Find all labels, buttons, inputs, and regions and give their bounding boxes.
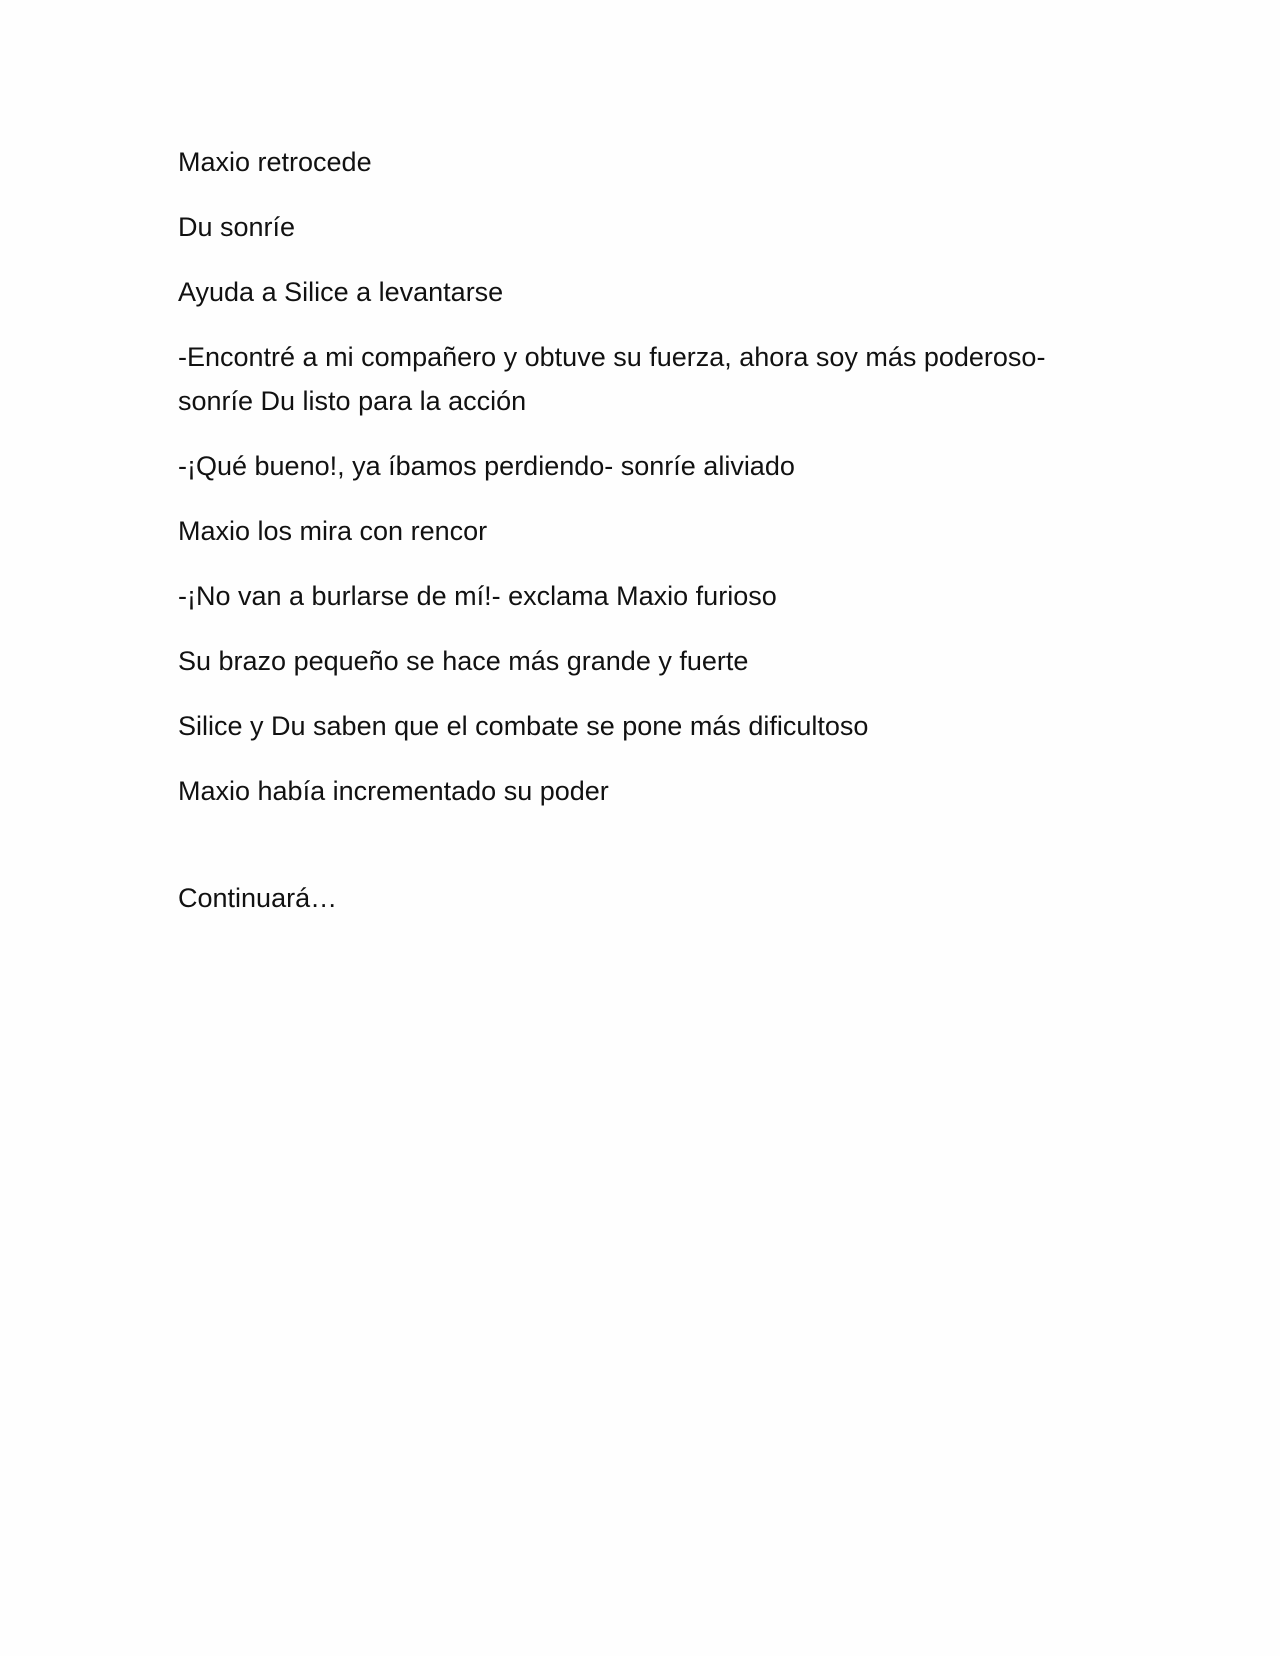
paragraph: Silice y Du saben que el combate se pone más dificultoso — [178, 711, 869, 741]
paragraph: Maxio había incrementado su poder — [178, 776, 609, 806]
paragraph: -¡Qué bueno!, ya íbamos perdiendo- sonríe aliviado — [178, 451, 795, 481]
paragraph: Ayuda a Silice a levantarse — [178, 277, 504, 307]
paragraph: Maxio retrocede — [178, 147, 372, 177]
paragraph: -¡No van a burlarse de mí!- exclama Maxio furioso — [178, 581, 777, 611]
closing-line: Continuará… — [178, 883, 338, 913]
paragraph: Su brazo pequeño se hace más grande y fuerte — [178, 646, 749, 676]
document-body — [178, 140, 1108, 941]
paragraph: Du sonríe — [178, 212, 296, 242]
paragraph: Maxio los mira con rencor — [178, 516, 488, 546]
paragraph: -Encontré a mi compañero y obtuve su fuerza, ahora soy más poderoso- sonríe Du listo para la acción — [178, 342, 1046, 416]
